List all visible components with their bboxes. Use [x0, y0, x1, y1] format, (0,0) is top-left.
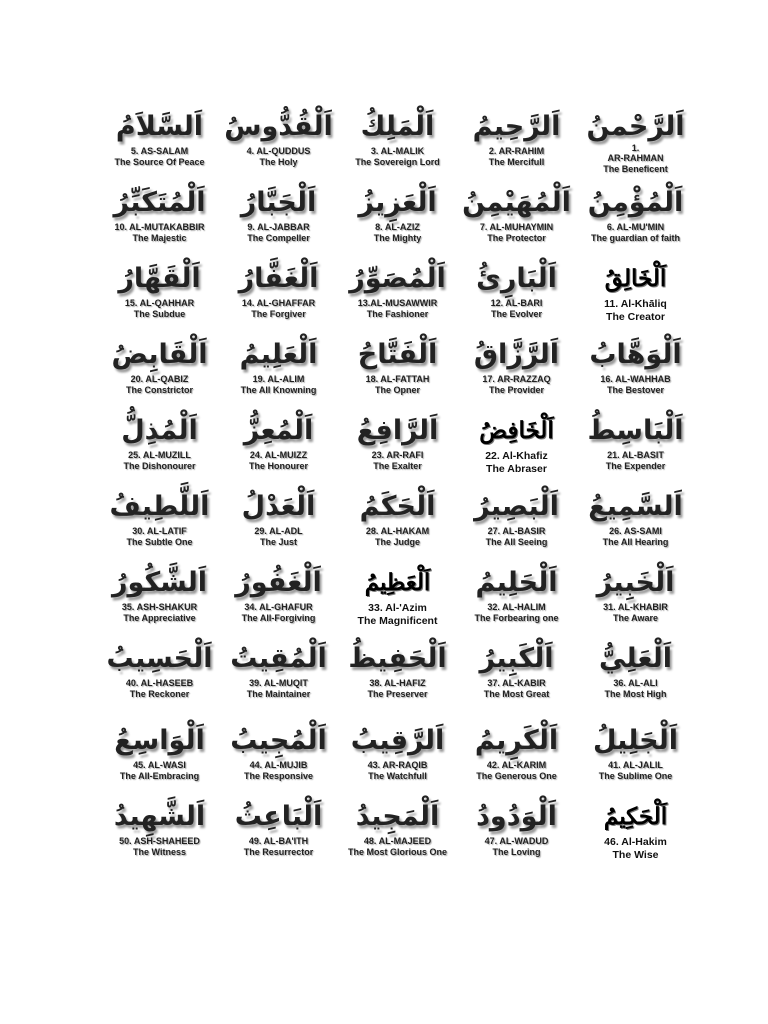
- arabic-name: اَلْمَلِكُ: [360, 111, 435, 142]
- arabic-name: اَلْقَابِضُ: [111, 339, 208, 370]
- transliteration: 20. AL-QABIZ: [130, 374, 189, 384]
- transliteration: 27. AL-BASIR: [487, 526, 546, 536]
- transliteration: 11. Al-Khāliq: [604, 298, 667, 310]
- meaning: The Aware: [612, 613, 659, 623]
- arabic-name: اَلسَّلاَمُ: [115, 111, 204, 142]
- name-cell: [457, 110, 576, 186]
- name-cell: [457, 724, 576, 800]
- meaning: The Provider: [488, 385, 544, 395]
- arabic-name: اَلْقَهَّارُ: [118, 263, 201, 294]
- transliteration: AR-RAHMAN: [607, 153, 664, 163]
- arabic-name: اَلْعَدْلُ: [241, 491, 316, 522]
- arabic-name: اَلْخَالِقُ: [604, 265, 667, 292]
- name-number: 1.: [631, 143, 640, 153]
- transliteration: 30. AL-LATIF: [132, 526, 187, 536]
- meaning: The Source Of Peace: [114, 157, 205, 167]
- transliteration: 46. Al-Hakim: [604, 836, 667, 848]
- arabic-name: اَلْوَدُودُ: [476, 801, 557, 832]
- meaning: The Appreciative: [123, 613, 196, 623]
- meaning: The Beneficent: [603, 164, 668, 174]
- arabic-name: اَلْبَاسِطُ: [587, 415, 684, 446]
- meaning: The Reckoner: [129, 689, 190, 699]
- name-cell: [338, 110, 457, 186]
- name-cell: [576, 338, 695, 414]
- transliteration: 37. AL-KABIR: [487, 678, 546, 688]
- meaning: The Mercifull: [488, 157, 545, 167]
- meaning: The Forgiver: [251, 309, 306, 319]
- meaning: The Most High: [604, 689, 667, 699]
- name-cell: [100, 642, 219, 724]
- name-cell: [219, 186, 338, 262]
- transliteration: 40. AL-HASEEB: [125, 678, 194, 688]
- meaning: The All-Forgiving: [241, 613, 316, 623]
- arabic-name: اَلرَّقِيبُ: [350, 725, 445, 756]
- transliteration: 39. AL-MUQIT: [249, 678, 308, 688]
- transliteration: 42. AL-KARIM: [486, 760, 547, 770]
- arabic-name: اَلْفَتَّاحُ: [357, 339, 438, 370]
- arabic-name: اَلْوَهَّابُ: [589, 339, 682, 370]
- arabic-name: اَلْجَلِيلُ: [593, 725, 678, 756]
- meaning: The Protector: [487, 233, 546, 243]
- transliteration: 4. AL-QUDDUS: [246, 146, 311, 156]
- meaning: The Wise: [612, 849, 659, 861]
- arabic-name: اَلْعَزِيزُ: [358, 187, 437, 218]
- transliteration: 48. AL-MAJEED: [363, 836, 432, 846]
- meaning: The Sovereign Lord: [355, 157, 440, 167]
- name-cell: [576, 566, 695, 642]
- name-cell: [219, 724, 338, 800]
- transliteration: 3. AL-MALIK: [370, 146, 425, 156]
- meaning: The Holy: [259, 157, 298, 167]
- transliteration: 12. AL-BARI: [490, 298, 543, 308]
- meaning: The Bestover: [606, 385, 665, 395]
- name-cell: [219, 490, 338, 566]
- transliteration: 29. AL-ADL: [254, 526, 303, 536]
- arabic-name: اَلرَّزَّاقُ: [473, 339, 560, 370]
- arabic-name: اَلْعَظِيمُ: [364, 569, 431, 596]
- meaning: The Resurrector: [243, 847, 314, 857]
- transliteration: 35. ASH-SHAKUR: [121, 602, 198, 612]
- meaning: The Just: [259, 537, 297, 547]
- meaning: The Expender: [605, 461, 666, 471]
- meaning: The Subtle One: [126, 537, 193, 547]
- arabic-name: اَلْمُقِيتُ: [230, 643, 327, 674]
- arabic-name: اَلْمُذِلُّ: [121, 415, 198, 446]
- arabic-name: اَلْجَبَّارُ: [240, 187, 317, 218]
- arabic-name: اَلْمُجِيبُ: [230, 725, 327, 756]
- transliteration: 50. ASH-SHAHEED: [119, 836, 200, 846]
- arabic-name: اَلْمُتَكَبِّرُ: [113, 187, 206, 218]
- name-cell: [100, 800, 219, 876]
- meaning: The Mighty: [373, 233, 422, 243]
- meaning: The Subdue: [133, 309, 186, 319]
- meaning: The Forbearing one: [474, 613, 559, 623]
- transliteration: 19. AL-ALIM: [252, 374, 305, 384]
- arabic-name: اَلْبَصِيرُ: [474, 491, 559, 522]
- name-cell: [457, 800, 576, 876]
- name-cell: [576, 110, 695, 186]
- arabic-name: اَلْقُدُّوسُ: [224, 111, 333, 142]
- arabic-name: اَلْغَفُورُ: [235, 567, 322, 598]
- name-cell: [100, 262, 219, 338]
- transliteration: 5. AS-SALAM: [130, 146, 189, 156]
- transliteration: 36. AL-ALI: [613, 678, 658, 688]
- arabic-name: اَلْكَبِيرُ: [479, 643, 554, 674]
- meaning: The All Knowning: [240, 385, 317, 395]
- transliteration: 14. AL-GHAFFAR: [241, 298, 316, 308]
- name-cell: [100, 566, 219, 642]
- arabic-name: اَلشَّكُورُ: [111, 567, 208, 598]
- arabic-name: اَلسَّمِيعُ: [588, 491, 683, 522]
- meaning: The Responsive: [243, 771, 314, 781]
- name-cell: [576, 414, 695, 490]
- name-cell: [457, 338, 576, 414]
- meaning: The Opner: [374, 385, 420, 395]
- transliteration: 6. AL-MU'MIN: [606, 222, 665, 232]
- name-cell: [576, 490, 695, 566]
- arabic-name: اَلْحَلِيمُ: [475, 567, 558, 598]
- name-cell: [576, 800, 695, 876]
- arabic-name: اَلرَّحِيمُ: [472, 111, 561, 142]
- arabic-name: اَلْبَارِئُ: [476, 263, 557, 294]
- name-cell: [219, 110, 338, 186]
- meaning: The Generous One: [476, 771, 557, 781]
- name-cell: [100, 724, 219, 800]
- name-cell: [576, 262, 695, 338]
- arabic-name: اَلْحَكَمُ: [359, 491, 436, 522]
- meaning: The Constrictor: [125, 385, 193, 395]
- arabic-name: اَلْمُؤْمِنُ: [587, 187, 684, 218]
- arabic-name: اَلْمُصَوِّرُ: [349, 263, 446, 294]
- name-cell: [219, 414, 338, 490]
- meaning: The Compeller: [247, 233, 310, 243]
- meaning: The All Seeing: [485, 537, 548, 547]
- transliteration: 2. AR-RAHIM: [488, 146, 545, 156]
- meaning: The Evolver: [490, 309, 543, 319]
- transliteration: 10. AL-MUTAKABBIR: [114, 222, 205, 232]
- transliteration: 43. AR-RAQIB: [367, 760, 428, 770]
- meaning: The Most Glorious One: [347, 847, 447, 857]
- meaning: The Maintainer: [246, 689, 311, 699]
- meaning: The Creator: [606, 311, 665, 323]
- arabic-name: اَلرَّافِعُ: [356, 415, 439, 446]
- name-cell: [457, 490, 576, 566]
- transliteration: 32. AL-HALIM: [487, 602, 546, 612]
- name-cell: [100, 338, 219, 414]
- meaning: The All-Embracing: [119, 771, 200, 781]
- name-cell: [576, 724, 695, 800]
- name-cell: [457, 186, 576, 262]
- arabic-name: اَلْخَافِضُ: [479, 417, 554, 444]
- name-cell: [219, 262, 338, 338]
- transliteration: 25. AL-MUZILL: [128, 450, 191, 460]
- arabic-name: اَللَّطِيفُ: [109, 491, 210, 522]
- transliteration: 18. AL-FATTAH: [365, 374, 430, 384]
- arabic-name: اَلْحَكِيمُ: [603, 803, 668, 830]
- transliteration: 33. Al-'Azim: [368, 602, 427, 614]
- arabic-name: اَلْمَجِيدُ: [355, 801, 440, 832]
- name-cell: [338, 186, 457, 262]
- name-cell: [457, 414, 576, 490]
- meaning: The Preserver: [367, 689, 428, 699]
- transliteration: 21. AL-BASIT: [607, 450, 664, 460]
- name-cell: [100, 490, 219, 566]
- meaning: The Abraser: [486, 463, 547, 475]
- transliteration: 16. AL-WAHHAB: [600, 374, 671, 384]
- meaning: The Honourer: [248, 461, 308, 471]
- name-cell: [338, 490, 457, 566]
- name-cell: [338, 414, 457, 490]
- name-cell: [100, 414, 219, 490]
- name-cell: [457, 566, 576, 642]
- name-cell: [219, 800, 338, 876]
- transliteration: 17. AR-RAZZAQ: [482, 374, 551, 384]
- arabic-name: اَلْخَبِيرُ: [596, 567, 675, 598]
- transliteration: 15. AL-QAHHAR: [124, 298, 195, 308]
- meaning: The Exalter: [373, 461, 422, 471]
- arabic-name: اَلْحَسِيبُ: [106, 643, 213, 674]
- name-cell: [576, 186, 695, 262]
- transliteration: 26. AS-SAMI: [609, 526, 662, 536]
- transliteration: 41. AL-JALIL: [608, 760, 663, 770]
- names-grid: [100, 110, 695, 876]
- arabic-name: اَلْعَلِيمُ: [239, 339, 318, 370]
- transliteration: 7. AL-MUHAYMIN: [479, 222, 554, 232]
- name-cell: [338, 566, 457, 642]
- arabic-name: اَلْغَفَّارُ: [238, 263, 319, 294]
- transliteration: 38. AL-HAFIZ: [369, 678, 426, 688]
- meaning: The Sublime One: [598, 771, 673, 781]
- name-cell: [219, 642, 338, 724]
- arabic-name: اَلْمُهَيْمِنُ: [462, 187, 571, 218]
- transliteration: 49. AL-BA'ITH: [248, 836, 309, 846]
- transliteration: 24. AL-MUIZZ: [249, 450, 308, 460]
- name-cell: [338, 262, 457, 338]
- transliteration: 13.AL-MUSAWWIR: [357, 298, 438, 308]
- meaning: The Witness: [133, 847, 186, 857]
- transliteration: 28. AL-HAKAM: [365, 526, 430, 536]
- arabic-name: اَلْبَاعِثُ: [234, 801, 323, 832]
- meaning: The Loving: [492, 847, 541, 857]
- arabic-name: اَلْوَاسِعُ: [114, 725, 205, 756]
- transliteration: 9. AL-JABBAR: [247, 222, 310, 232]
- name-cell: [576, 642, 695, 724]
- name-cell: [100, 186, 219, 262]
- name-cell: [457, 642, 576, 724]
- transliteration: 34. AL-GHAFUR: [244, 602, 313, 612]
- name-cell: [338, 338, 457, 414]
- name-cell: [338, 642, 457, 724]
- name-cell: [219, 566, 338, 642]
- transliteration: 23. AR-RAFI: [371, 450, 424, 460]
- transliteration: 8. AL-AZIZ: [375, 222, 420, 232]
- arabic-name: اَلْكَرِيمُ: [474, 725, 559, 756]
- transliteration: 31. AL-KHABIR: [603, 602, 668, 612]
- arabic-name: اَلْمُعِزُّ: [243, 415, 314, 446]
- transliteration: 45. AL-WASI: [133, 760, 186, 770]
- arabic-name: اَلْعَلِيُّ: [599, 643, 672, 674]
- meaning: The Judge: [374, 537, 420, 547]
- arabic-name: اَلْحَفِيظُ: [348, 643, 447, 674]
- meaning: The All Hearing: [602, 537, 669, 547]
- arabic-name: اَلرَّحْمنُ: [586, 111, 685, 142]
- meaning: The Dishonourer: [123, 461, 196, 471]
- meaning: The Most Great: [483, 689, 550, 699]
- transliteration: 47. AL-WADUD: [484, 836, 549, 846]
- name-cell: [100, 110, 219, 186]
- meaning: The guardian of faith: [591, 233, 680, 243]
- meaning: The Majestic: [132, 233, 187, 243]
- name-cell: [457, 262, 576, 338]
- name-cell: [338, 724, 457, 800]
- arabic-name: اَلشَّهِيدُ: [113, 801, 206, 832]
- name-cell: [219, 338, 338, 414]
- meaning: The Watchfull: [368, 771, 427, 781]
- meaning: The Fashioner: [366, 309, 429, 319]
- meaning: The Magnificent: [357, 615, 438, 627]
- transliteration: 44. AL-MUJIB: [249, 760, 308, 770]
- name-cell: [338, 800, 457, 876]
- transliteration: 22. Al-Khafiz: [485, 450, 548, 462]
